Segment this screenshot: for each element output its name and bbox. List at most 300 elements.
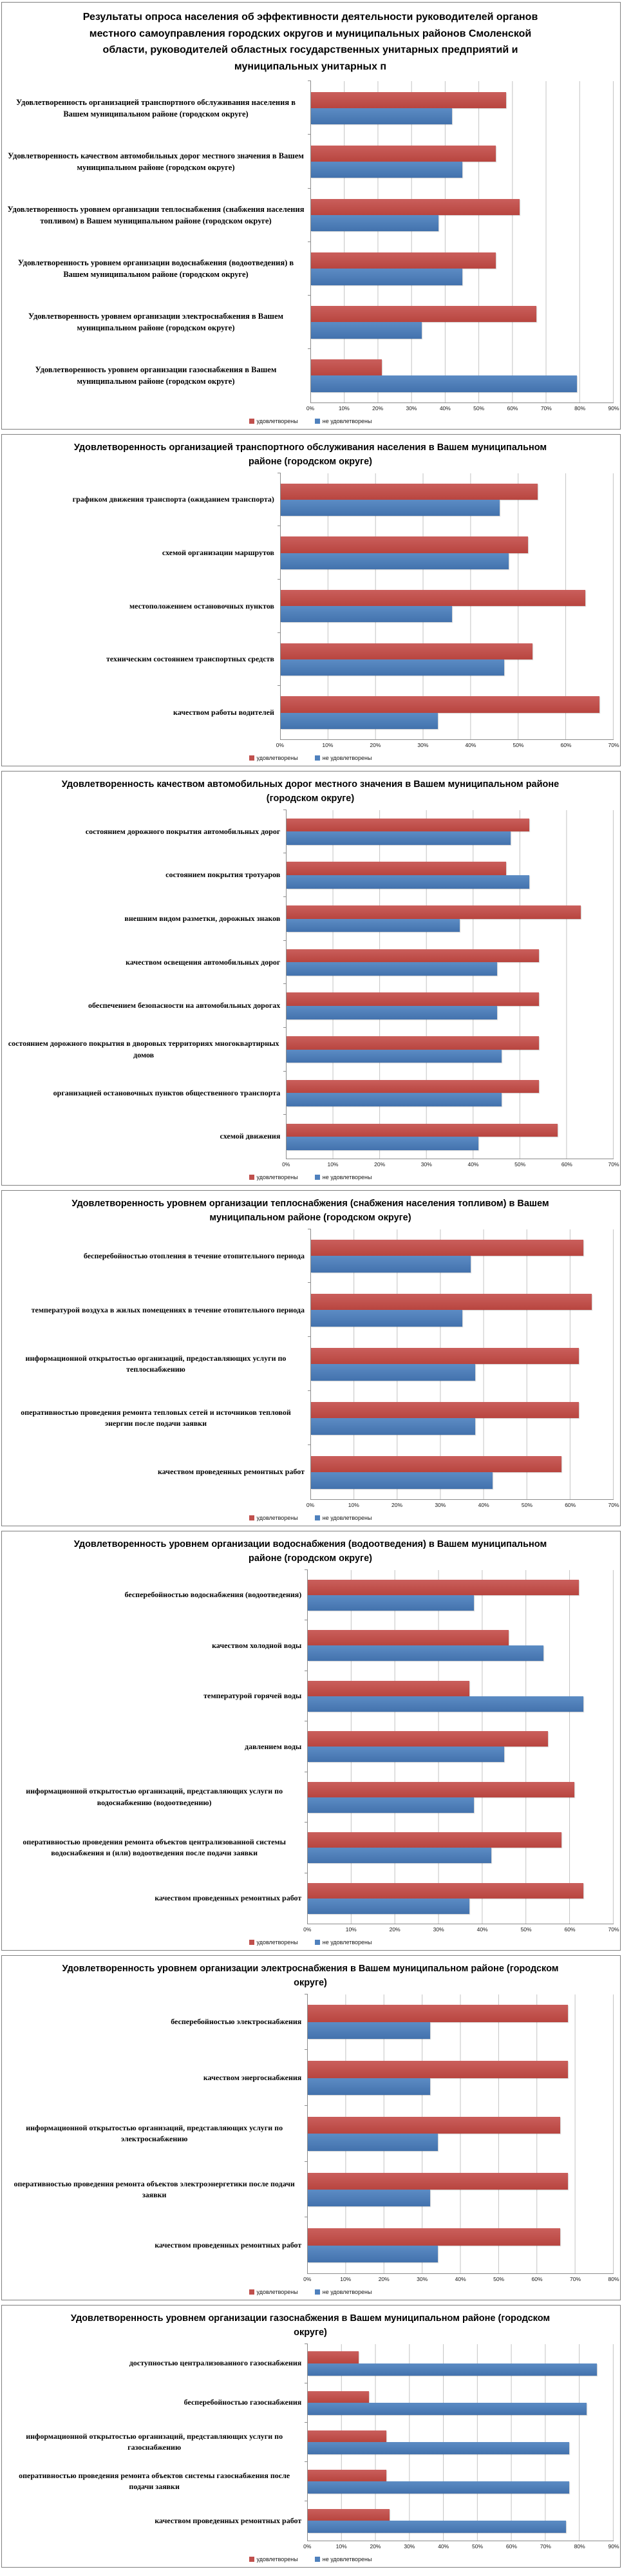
category-bars <box>286 853 614 897</box>
category-label-text: графиком движения транспорта (ожиданием транспорта) <box>72 495 274 504</box>
x-axis <box>7 739 619 750</box>
axis-tick-label: 60% <box>531 2276 543 2283</box>
category-label <box>7 1283 310 1337</box>
legend-item-not-satisfied <box>315 755 372 761</box>
axis-tick-label: 0% <box>306 1502 315 1509</box>
category-label <box>7 1570 307 1621</box>
bar-not-satisfied <box>308 2190 430 2206</box>
chart-title: Удовлетворенность уровнем организации газоснабжения в Вашем муниципальном районе (городском округе) <box>70 2313 551 2338</box>
legend-item-satisfied <box>249 2289 298 2295</box>
axis-tick-label: 60% <box>564 1926 576 1933</box>
chart-row <box>7 1772 614 1823</box>
category-bars <box>307 2217 614 2273</box>
category-bars <box>310 189 614 242</box>
category-label <box>7 473 280 527</box>
chart-row <box>7 1620 614 1671</box>
axis-tick-label: 70% <box>608 742 619 749</box>
chart-title: Результаты опроса населения об эффективности деятельности руководителей органов местного самоуправления городских округов и муниципальных районов Смоленской области, руководителей областных государственных унитарных предприятий и муниципальных унитарных п <box>82 12 538 72</box>
axis-tick-label: 10% <box>338 405 350 412</box>
chart-row <box>7 1337 614 1391</box>
legend-item-satisfied <box>249 755 298 761</box>
legend-item-not-satisfied <box>315 2289 372 2295</box>
bar-satisfied <box>308 1630 509 1645</box>
axis-tick-label: 10% <box>335 2543 347 2550</box>
bar-not-satisfied <box>308 2521 566 2533</box>
chart-row <box>7 2050 614 2106</box>
legend-label-not-satisfied: не удовлетворены <box>322 418 372 424</box>
legend-label-satisfied: удовлетворены <box>256 755 298 761</box>
category-label <box>7 1772 307 1823</box>
chart-title: Удовлетворенность уровнем организации водоснабжения (водоотведения) в Вашем муниципальном районе (городском округе) <box>73 1539 547 1564</box>
chart-row <box>7 349 614 402</box>
bar-satisfied <box>308 2005 568 2022</box>
legend-label-satisfied: удовлетворены <box>256 418 298 424</box>
category-label-text: Удовлетворенность уровнем организации газоснабжения в Вашем муниципальном районе (городском округе) <box>35 365 277 386</box>
axis-tick-label: 40% <box>438 2543 449 2550</box>
bar-satisfied <box>311 359 382 375</box>
category-bars <box>307 1620 614 1671</box>
legend-label-not-satisfied: не удовлетворены <box>322 1515 372 1521</box>
category-label-text: оперативностью проведения ремонта объектов электроэнергетики после подачи заявки <box>14 2179 295 2199</box>
bar-not-satisfied <box>311 1310 462 1327</box>
axis-tick-label: 30% <box>417 2276 428 2283</box>
axis-tick-label: 20% <box>370 2543 381 2550</box>
bar-not-satisfied <box>287 831 511 845</box>
chart-row <box>7 296 614 349</box>
chart-title: Удовлетворенность организацией транспортного обслуживания населения в Вашем муниципальном районе (городском округе) <box>73 442 547 467</box>
axis-tick-label: 20% <box>389 1926 401 1933</box>
category-label <box>7 349 310 402</box>
bar-not-satisfied <box>311 108 452 124</box>
category-label-text: качеством работы водителей <box>173 707 274 717</box>
bar-not-satisfied <box>308 1747 504 1762</box>
chart-row <box>7 242 614 296</box>
bar-not-satisfied <box>308 2363 596 2376</box>
category-bars <box>307 1994 614 2050</box>
bar-not-satisfied <box>308 2481 569 2494</box>
bar-satisfied <box>281 536 528 553</box>
plot-area <box>7 1229 619 1511</box>
axis-tick-label: 10% <box>322 742 334 749</box>
category-label-text: состоянием покрытия тротуаров <box>165 870 281 880</box>
chart-row <box>7 1229 614 1283</box>
bar-satisfied <box>311 1348 579 1365</box>
axis-tick-label: 10% <box>348 1502 359 1509</box>
legend-swatch-not-satisfied <box>315 1175 320 1180</box>
category-label-text: состоянием дорожного покрытия автомобильных дорог <box>85 826 281 836</box>
legend-label-satisfied: удовлетворены <box>256 2556 298 2562</box>
category-label-text: оперативностью проведения ремонта тепловых сетей и источников тепловой энергии после подачи заявки <box>21 1407 291 1428</box>
bar-not-satisfied <box>308 1848 491 1863</box>
category-label-text: схемой организации маршрутов <box>162 547 274 557</box>
x-axis-ticks <box>306 1499 619 1510</box>
chart-panel-2 <box>1 434 621 766</box>
category-label <box>7 1337 310 1391</box>
bar-satisfied <box>308 2228 560 2245</box>
category-label <box>7 2462 307 2501</box>
category-label-text: местоположением остановочных пунктов <box>129 601 274 611</box>
bar-not-satisfied <box>311 215 438 231</box>
chart-row <box>7 2501 614 2541</box>
chart-title: Удовлетворенность качеством автомобильных дорог местного значения в Вашем муниципальном районе (городском округе) <box>61 779 560 804</box>
chart-row <box>7 984 614 1028</box>
chart-row <box>7 2383 614 2423</box>
chart-row <box>7 810 614 854</box>
axis-tick-label: 50% <box>473 405 485 412</box>
axis-tick-label: 80% <box>608 2276 619 2283</box>
bar-not-satisfied <box>287 1006 496 1019</box>
bar-satisfied <box>287 819 529 832</box>
bar-not-satisfied <box>287 1093 502 1106</box>
category-label-text: давлением воды <box>245 1741 302 1751</box>
category-bars <box>310 81 614 135</box>
chart-row <box>7 189 614 242</box>
bar-satisfied <box>308 1832 561 1848</box>
category-label-text: доступностью централизованного газоснабжения <box>129 2358 302 2368</box>
category-label <box>7 941 286 985</box>
category-label-text: качеством энергоснабжения <box>203 2072 302 2082</box>
category-bars <box>310 135 614 188</box>
chart-row <box>7 2106 614 2162</box>
axis-tick-label: 20% <box>372 405 384 412</box>
category-bars <box>280 473 614 527</box>
bar-not-satisfied <box>281 659 504 676</box>
x-axis <box>7 1499 619 1510</box>
category-label-text: бесперебойностью электроснабжения <box>171 2017 302 2027</box>
chart-row <box>7 2462 614 2501</box>
legend <box>7 1510 614 1524</box>
x-axis-spacer <box>7 1499 310 1510</box>
category-label <box>7 1823 307 1873</box>
bar-not-satisfied <box>308 2442 569 2454</box>
bar-not-satisfied <box>311 1364 475 1381</box>
axis-tick-label: 40% <box>465 742 476 749</box>
bar-satisfied <box>287 1124 558 1137</box>
category-label <box>7 189 310 242</box>
chart-row <box>7 897 614 941</box>
bar-not-satisfied <box>308 2403 587 2415</box>
chart-row <box>7 473 614 527</box>
category-label-text: Удовлетворенность уровнем организации водоснабжения (водоотведения) в Вашем муниципальном районе (городском округе) <box>17 258 294 279</box>
category-bars <box>286 897 614 941</box>
chart-panel-4 <box>1 1190 621 1526</box>
category-label-text: информационной открытостью организаций, предоставляющих услуги по теплоснабжению <box>25 1353 287 1374</box>
bar-satisfied <box>287 1036 539 1050</box>
category-label <box>7 686 280 739</box>
category-label-text: Удовлетворенность уровнем организации электроснабжения в Вашем муниципальном районе (городском округе) <box>28 312 284 333</box>
category-label-text: бесперебойностью отопления в течение отопительного периода <box>83 1251 305 1260</box>
bar-satisfied <box>287 905 581 919</box>
legend-swatch-not-satisfied <box>315 2289 320 2295</box>
category-label-text: температурой горячей воды <box>203 1691 302 1701</box>
bar-satisfied <box>308 2470 386 2482</box>
legend <box>7 750 614 764</box>
x-axis-ticks <box>303 2273 619 2284</box>
x-axis <box>7 2273 619 2284</box>
axis-tick-label: 80% <box>574 405 586 412</box>
chart-row <box>7 580 614 633</box>
axis-tick-label: 50% <box>521 1502 532 1509</box>
legend-label-not-satisfied: не удовлетворены <box>322 755 372 761</box>
category-label <box>7 81 310 135</box>
axis-tick-label: 30% <box>420 1161 432 1168</box>
bar-satisfied <box>287 992 539 1006</box>
legend-item-not-satisfied <box>315 1515 372 1521</box>
category-bars <box>307 2344 614 2383</box>
legend-swatch-satisfied <box>249 2557 254 2562</box>
bar-not-satisfied <box>308 2134 438 2150</box>
category-label <box>7 984 286 1028</box>
category-label-text: бесперебойностью водоснабжения (водоотведения) <box>124 1590 302 1600</box>
legend-item-satisfied <box>249 1174 298 1180</box>
chart-panel-3 <box>1 771 621 1186</box>
bar-satisfied <box>308 2430 386 2443</box>
category-label <box>7 1873 307 1924</box>
axis-tick-label: 20% <box>378 2276 390 2283</box>
chart-row <box>7 1671 614 1722</box>
category-bars <box>307 1873 614 1924</box>
category-bars <box>307 2423 614 2462</box>
axis-tick-label: 80% <box>574 2543 585 2550</box>
legend-swatch-satisfied <box>249 755 254 761</box>
category-bars <box>307 1570 614 1621</box>
x-axis <box>7 402 619 413</box>
chart-panel-1 <box>1 2 621 430</box>
category-label <box>7 2106 307 2162</box>
category-bars <box>286 1028 614 1072</box>
category-label-text: внешним видом разметки, дорожных знаков <box>124 914 281 923</box>
chart-panel-5 <box>1 1531 621 1951</box>
category-bars <box>286 941 614 985</box>
bar-satisfied <box>308 2391 369 2403</box>
bar-satisfied <box>281 484 538 500</box>
axis-tick-label: 50% <box>513 742 524 749</box>
category-label <box>7 2162 307 2218</box>
category-label-text: температурой воздуха в жилых помещениях в течение отопительного периода <box>31 1305 305 1314</box>
bar-satisfied <box>287 949 539 963</box>
legend-label-not-satisfied: не удовлетворены <box>322 1174 372 1180</box>
bar-not-satisfied <box>281 553 509 569</box>
bar-satisfied <box>281 590 585 606</box>
legend-swatch-not-satisfied <box>315 419 320 424</box>
legend-label-satisfied: удовлетворены <box>256 1174 298 1180</box>
category-label-text: бесперебойностью газоснабжения <box>184 2398 302 2407</box>
bar-not-satisfied <box>287 919 459 933</box>
bar-not-satisfied <box>287 1137 478 1150</box>
chart-row <box>7 81 614 135</box>
category-label <box>7 2423 307 2462</box>
axis-tick-label: 20% <box>391 1502 403 1509</box>
bar-not-satisfied <box>308 1899 469 1914</box>
category-bars <box>310 1337 614 1391</box>
category-label-text: обеспечением безопасности на автомобильных дорогах <box>88 1001 281 1010</box>
category-bars <box>286 1115 614 1159</box>
bar-not-satisfied <box>287 962 496 976</box>
category-label-text: качеством проведенных ремонтных работ <box>158 1467 305 1477</box>
legend-item-not-satisfied <box>315 1939 372 1946</box>
category-bars <box>307 2162 614 2218</box>
legend-label-satisfied: удовлетворены <box>256 1939 298 1946</box>
axis-tick-label: 30% <box>435 1502 446 1509</box>
x-axis-ticks <box>276 739 619 750</box>
legend-label-not-satisfied: не удовлетворены <box>322 1939 372 1946</box>
legend-label-not-satisfied: не удовлетворены <box>322 2556 372 2562</box>
legend-swatch-not-satisfied <box>315 2557 320 2562</box>
bar-satisfied <box>308 2061 568 2078</box>
category-bars <box>280 526 614 580</box>
category-label <box>7 1028 286 1072</box>
plot-area <box>7 473 619 751</box>
bar-satisfied <box>311 306 536 322</box>
chart-row <box>7 1283 614 1337</box>
bar-satisfied <box>311 1240 583 1256</box>
bar-satisfied <box>308 1731 548 1747</box>
x-axis <box>7 2541 619 2552</box>
category-bars <box>280 686 614 739</box>
bar-not-satisfied <box>308 1797 474 1813</box>
bar-satisfied <box>311 252 496 269</box>
bar-not-satisfied <box>308 2022 430 2039</box>
chart-row <box>7 633 614 687</box>
legend-item-satisfied <box>249 2556 298 2562</box>
category-bars <box>307 1772 614 1823</box>
category-label <box>7 2501 307 2541</box>
category-label <box>7 296 310 349</box>
axis-tick-label: 0% <box>282 1161 290 1168</box>
bar-satisfied <box>308 2173 568 2190</box>
bar-satisfied <box>281 643 533 659</box>
category-label-text: состоянием дорожного покрытия в дворовых территориях многоквартирных домов <box>8 1039 279 1059</box>
legend-label-satisfied: удовлетворены <box>256 1515 298 1521</box>
bar-satisfied <box>308 2509 390 2521</box>
category-label <box>7 853 286 897</box>
category-label-text: качеством проведенных ремонтных работ <box>155 1893 302 1903</box>
category-label <box>7 526 280 580</box>
bar-satisfied <box>308 1782 574 1797</box>
chart-row <box>7 1570 614 1621</box>
bar-not-satisfied <box>281 713 438 729</box>
category-label-text: техническим состоянием транспортных средств <box>106 654 274 664</box>
axis-tick-label: 50% <box>472 2543 484 2550</box>
bar-satisfied <box>308 2117 560 2134</box>
legend-item-not-satisfied <box>315 2556 372 2562</box>
category-label-text: качеством проведенных ремонтных работ <box>155 2515 302 2525</box>
bar-not-satisfied <box>311 1472 493 1489</box>
axis-tick-label: 50% <box>493 2276 505 2283</box>
category-label <box>7 1721 307 1772</box>
axis-tick-label: 40% <box>467 1161 479 1168</box>
bar-not-satisfied <box>308 1595 474 1611</box>
axis-tick-label: 30% <box>417 742 429 749</box>
chart-row <box>7 2423 614 2462</box>
category-label <box>7 1115 286 1159</box>
legend-swatch-satisfied <box>249 2289 254 2295</box>
bar-satisfied <box>311 1294 592 1311</box>
chart-row <box>7 1115 614 1159</box>
axis-tick-label: 10% <box>327 1161 339 1168</box>
x-axis <box>7 1924 619 1935</box>
category-label-text: организацией остановочных пунктов общественного транспорта <box>53 1088 281 1097</box>
axis-tick-label: 40% <box>476 1926 488 1933</box>
axis-tick-label: 20% <box>374 1161 386 1168</box>
axis-tick-label: 30% <box>433 1926 444 1933</box>
axis-tick-label: 60% <box>505 2543 517 2550</box>
axis-tick-label: 60% <box>560 742 572 749</box>
axis-tick-label: 10% <box>345 1926 357 1933</box>
legend-swatch-satisfied <box>249 1175 254 1180</box>
axis-tick-label: 40% <box>478 1502 489 1509</box>
category-label <box>7 1994 307 2050</box>
axis-tick-label: 30% <box>404 2543 415 2550</box>
axis-tick-label: 40% <box>439 405 451 412</box>
category-label-text: схемой движения <box>220 1132 281 1141</box>
chart-row <box>7 941 614 985</box>
x-axis-ticks <box>303 2541 619 2552</box>
category-label <box>7 2050 307 2106</box>
x-axis-spacer <box>7 2273 307 2284</box>
axis-tick-label: 50% <box>520 1926 532 1933</box>
category-label-text: качеством проведенных ремонтных работ <box>155 2240 302 2249</box>
bar-satisfied <box>308 1883 583 1899</box>
category-bars <box>310 1391 614 1445</box>
chart-row <box>7 135 614 188</box>
legend <box>7 1170 614 1184</box>
chart-row <box>7 1028 614 1072</box>
axis-tick-label: 90% <box>608 2543 619 2550</box>
axis-tick-label: 70% <box>540 405 552 412</box>
bar-satisfied <box>311 199 520 215</box>
legend-item-satisfied <box>249 418 298 424</box>
bar-satisfied <box>308 1580 578 1595</box>
category-label-text: Удовлетворенность качеством автомобильных дорог местного значения в Вашем муниципальном районе (городском округе) <box>8 151 304 173</box>
category-bars <box>310 296 614 349</box>
bar-not-satisfied <box>281 500 500 516</box>
x-axis-spacer <box>7 1924 307 1935</box>
category-label <box>7 242 310 296</box>
axis-tick-label: 60% <box>507 405 518 412</box>
bar-not-satisfied <box>311 322 422 338</box>
category-label <box>7 135 310 188</box>
axis-tick-label: 50% <box>514 1161 526 1168</box>
axis-tick-label: 70% <box>608 1161 619 1168</box>
category-bars <box>310 349 614 402</box>
category-label <box>7 1072 286 1115</box>
bar-not-satisfied <box>281 606 452 622</box>
category-bars <box>286 1072 614 1115</box>
legend-item-satisfied <box>249 1939 298 1946</box>
plot-area <box>7 2344 619 2552</box>
legend-swatch-satisfied <box>249 1940 254 1945</box>
category-label <box>7 810 286 854</box>
x-axis-ticks <box>303 1924 619 1935</box>
chart-row <box>7 2162 614 2218</box>
category-label-text: информационной открытостью организаций, представляющих услуги по газоснабжению <box>26 2431 283 2452</box>
chart-row <box>7 2217 614 2273</box>
chart-title: Удовлетворенность уровнем организации теплоснабжения (снабжения населения топливом) в Вашем муниципальном районе (городском округе) <box>71 1198 549 1223</box>
chart-title: Удовлетворенность уровнем организации электроснабжения в Вашем муниципальном районе (городском округе) <box>62 1964 559 1988</box>
bar-not-satisfied <box>311 162 462 178</box>
legend-item-not-satisfied <box>315 1174 372 1180</box>
chart-row <box>7 1721 614 1772</box>
category-label <box>7 1445 310 1499</box>
legend <box>7 413 614 428</box>
plot-area <box>7 81 619 413</box>
category-label <box>7 580 280 633</box>
bar-not-satisfied <box>308 2246 438 2262</box>
bar-satisfied <box>311 146 496 162</box>
category-bars <box>286 984 614 1028</box>
bar-satisfied <box>287 1080 539 1094</box>
